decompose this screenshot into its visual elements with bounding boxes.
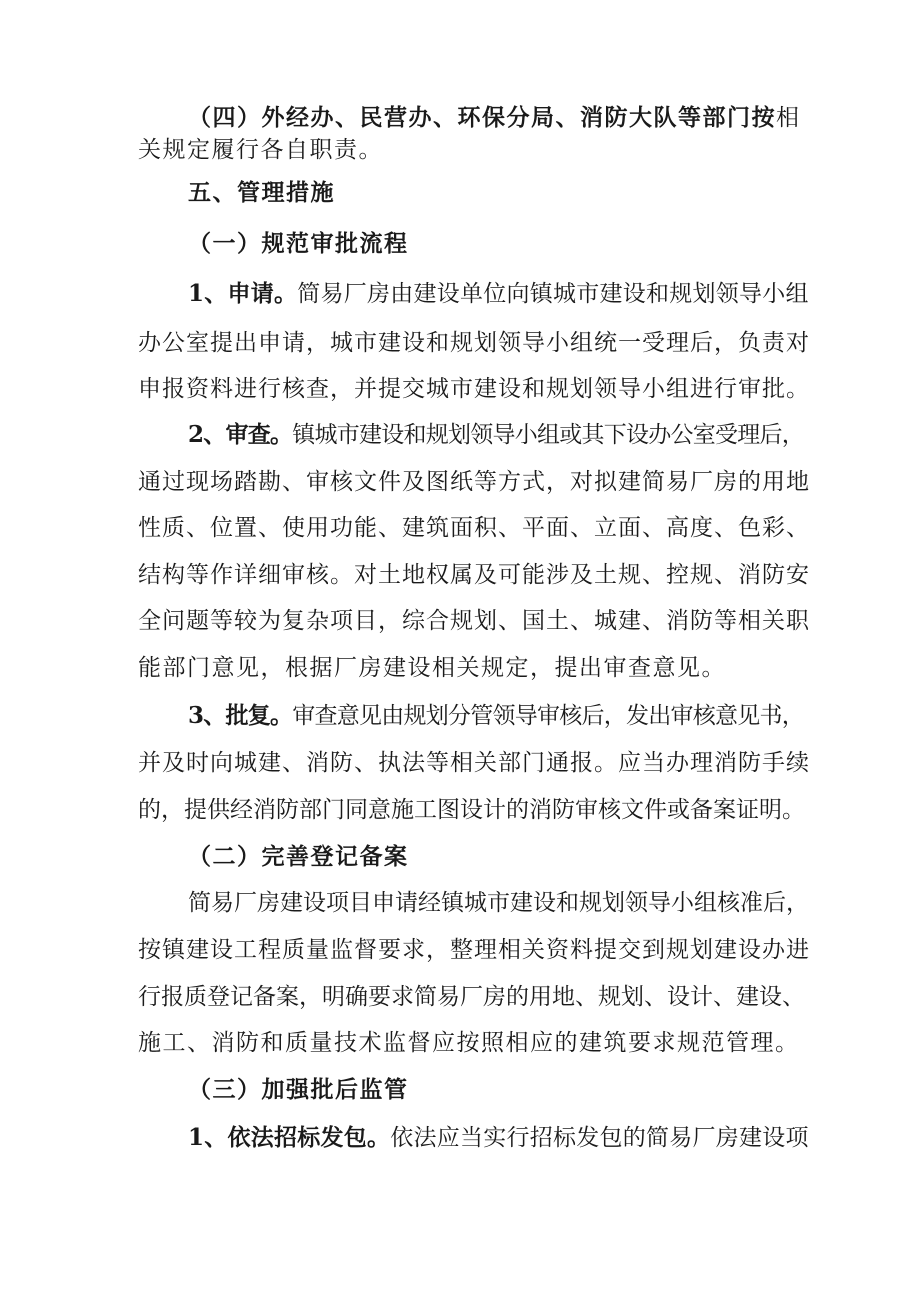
item-review-line-4: 结构等作详细审核。对土地权属及可能涉及土规、控规、消防安 (138, 562, 810, 588)
section-4-heading-line (188, 103, 801, 133)
item-review-line-5: 全问题等较为复杂项目，综合规划、国土、城建、消防等相关职 (138, 608, 810, 634)
item-approve-line-1 (188, 701, 804, 731)
subsection-2-title: （二）完善登记备案 (188, 843, 409, 870)
section-5-title: 五、管理措施 (188, 179, 335, 206)
registration-line-1: 简易厂房建设项目申请经镇城市建设和规划领导小组核准后， (188, 890, 809, 916)
item-approve-line-3: 的，提供经消防部门同意施工图设计的消防审核文件或备案证明。 (138, 797, 805, 823)
item-review-label: 2、审查。 (188, 421, 293, 448)
section-4-continuation: 关规定履行各自职责。 (138, 137, 383, 163)
registration-line-2: 按镇建设工程质量监督要求，整理相关资料提交到规划建设办进 (138, 937, 810, 963)
item-approve-line-2: 并及时向城建、消防、执法等相关部门通报。应当办理消防手续 (138, 750, 810, 776)
registration-line-4: 施工、消防和质量技术监督应按照相应的建筑要求规范管理。 (138, 1030, 800, 1056)
item-review-line-1 (188, 420, 804, 450)
item-review-line-2: 通过现场踏勘、审核文件及图纸等方式，对拟建简易厂房的用地 (138, 469, 810, 495)
item-apply-label: 1、申请。 (188, 280, 298, 307)
item-bidding-label: 1、依法招标发包。 (188, 1124, 391, 1151)
item-bidding-text: 依法应当实行招标发包的简易厂房建设项 (390, 1125, 809, 1151)
item-approve-text: 审查意见由规划分管领导审核后，发出审核意见书， (292, 703, 805, 729)
item-apply-line-1 (188, 279, 809, 309)
item-apply-line-2: 办公室提出申请，城市建设和规划领导小组统一受理后，负责对 (138, 330, 810, 356)
section-4-heading-rest: 相 (776, 105, 801, 131)
item-bidding-line-1 (188, 1123, 809, 1153)
item-apply-text: 简易厂房由建设单位向镇城市建设和规划领导小组 (297, 281, 809, 307)
item-apply-line-3: 申报资料进行核查，并提交城市建设和规划领导小组进行审批。 (138, 376, 810, 402)
item-review-line-3: 性质、位置、使用功能、建筑面积、平面、立面、高度、色彩、 (138, 515, 810, 541)
section-4-heading: （四）外经办、民营办、环保分局、消防大队等部门按 (188, 104, 776, 131)
subsection-3-title: （三）加强批后监管 (188, 1076, 409, 1103)
item-approve-label: 3、批复。 (188, 702, 293, 729)
subsection-1-title: （一）规范审批流程 (188, 230, 409, 257)
registration-line-3: 行报质登记备案，明确要求简易厂房的用地、规划、设计、建设、 (138, 984, 805, 1010)
item-review-text: 镇城市建设和规划领导小组或其下设办公室受理后， (292, 422, 805, 448)
item-review-line-6: 能部门意见，根据厂房建设相关规定，提出审查意见。 (138, 655, 726, 681)
